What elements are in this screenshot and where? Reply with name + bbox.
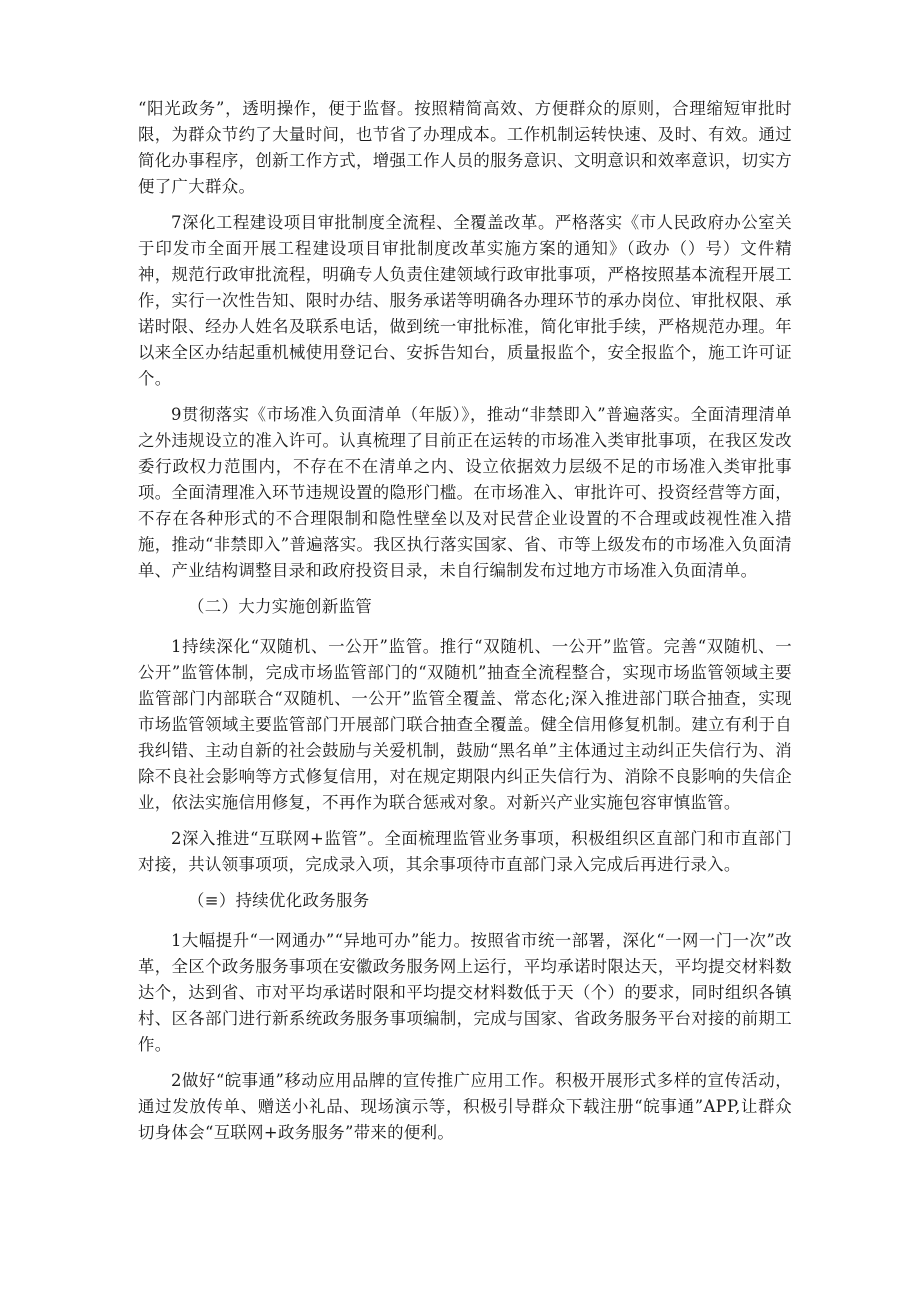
paragraph-item-9: 9贯彻落实《市场准入负面清单（年版）》，推动“非禁即入”普遍落实。全面清理清单之外违规设立的准入许可。认真梳理了目前正在运转的市场准入类审批事项，在我区发改委行政权力范围内，不存在不在清单之内、设立依据效力层级不足的市场准入类审批事项。全面清理准入环节违规设置的隐形门槛。在市场准入、审批许可、投资经营等方面，不存在各种形式的不合理限制和隐性壁垒以及对民营企业设置的不合理或歧视性准入措施，推动“非禁即入”普遍落实。我区执行落实国家、省、市等上级发布的市场准入负面清单、产业结构调整目录和政府投资目录，未自行编制发布过地方市场准入负面清单。 bbox=[138, 405, 792, 580]
document-page bbox=[138, 96, 792, 1156]
paragraph-service-2: 2做好“皖事通”移动应用品牌的宣传推广应用工作。积极开展形式多样的宣传活动，通过发放传单、赠送小礼品、现场演示等，积极引导群众下载注册“皖事通”APP,让群众切身体会“互联网+政务服务”带来的便利。 bbox=[138, 1071, 792, 1142]
paragraph-supervision-1: 1持续深化“双随机、一公开”监管。推行“双随机、一公开”监管。完善“双随机、一公开”监管体制，完成市场监管部门的“双随机”抽查全流程整合，实现市场监管领域主要监管部门内部联合“双随机、一公开”监管全覆盖、常态化;深入推进部门联合抽查，实现市场监管领域主要监管部门开展部门联合抽查全覆盖。健全信用修复机制。建立有利于自我纠错、主动自新的社会鼓励与关爱机制，鼓励“黑名单”主体通过主动纠正失信行为、消除不良社会影响等方式修复信用，对在规定期限内纠正失信行为、消除不良影响的失信企业，依法实施信用修复，不再作为联合惩戒对象。对新兴产业实施包容审慎监管。 bbox=[138, 637, 792, 812]
section-heading-2: （二）大力实施创新监管 bbox=[188, 597, 373, 616]
section-heading-3: （≡）持续优化政务服务 bbox=[188, 891, 370, 910]
paragraph-continued: “阳光政务”，透明操作，便于监督。按照精简高效、方便群众的原则，合理缩短审批时限，为群众节约了大量时间，也节省了办理成本。工作机制运转快速、及时、有效。通过简化办事程序，创新工作方式，增强工作人员的服务意识、文明意识和效率意识，切实方便了广大群众。 bbox=[138, 99, 792, 196]
paragraph-supervision-2: 2深入推进“互联网+监管”。全面梳理监管业务事项，积极组织区直部门和市直部门对接，共认领事项项，完成录入项，其余事项待市直部门录入完成后再进行录入。 bbox=[138, 829, 792, 874]
paragraph-service-1: 1大幅提升“一网通办”“异地可办”能力。按照省市统一部署，深化“一网一门一次”改革，全区个政务服务事项在安徽政务服务网上运行，平均承诺时限达天，平均提交材料数达个，达到省、市对平均承诺时限和平均提交材料数低于天（个）的要求，同时组织各镇村、区各部门进行新系统政务服务事项编制，完成与国家、省政务服务平台对接的前期工作。 bbox=[138, 931, 792, 1054]
paragraph-item-7: 7深化工程建设项目审批制度全流程、全覆盖改革。严格落实《市人民政府办公室关于印发市全面开展工程建设项目审批制度改革实施方案的通知》（政办（）号）文件精神，规范行政审批流程，明确专人负责住建领域行政审批事项，严格按照基本流程开展工作，实行一次性告知、限时办结、服务承诺等明确各办理环节的承办岗位、审批权限、承诺时限、经办人姓名及联系电话，做到统一审批标准，简化审批手续，严格规范办理。年以来全区办结起重机械使用登记台、安拆告知台，质量报监个，安全报监个，施工许可证个。 bbox=[138, 213, 792, 388]
